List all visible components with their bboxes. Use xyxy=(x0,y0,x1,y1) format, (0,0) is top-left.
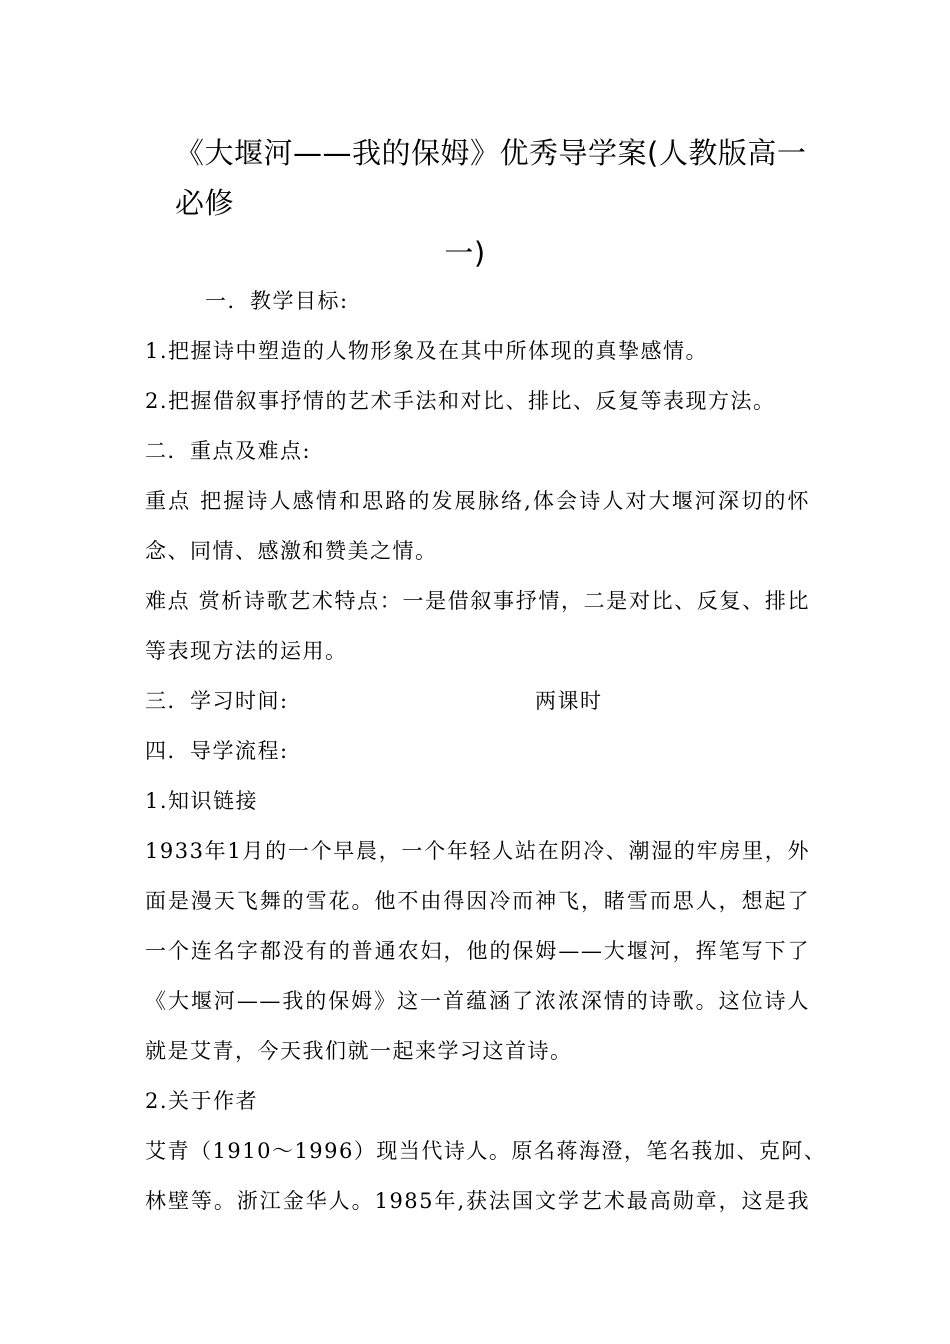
key-point-line-1: 重点 把握诗人感情和思路的发展脉络,体会诗人对大堰河深切的怀 xyxy=(145,489,810,513)
objective-2: 2.把握借叙事抒情的艺术手法和对比、排比、反复等表现方法。 xyxy=(145,389,776,413)
key-point-line-2: 念、同情、感激和赞美之情。 xyxy=(145,539,438,563)
title-line-2: 一) xyxy=(444,236,486,270)
difficulty-line-2: 等表现方法的运用。 xyxy=(145,639,348,663)
author-line-2: 林壁等。浙江金华人。1985年,获法国文学艺术最高勋章，这是我 xyxy=(145,1189,810,1213)
knowledge-line-3: 一个连名字都没有的普通农妇，他的保姆——大堰河，挥笔写下了 xyxy=(145,939,810,963)
knowledge-line-1: 1933年1月的一个早晨，一个年轻人站在阴冷、潮湿的牢房里，外 xyxy=(145,839,810,863)
subheading-knowledge-link: 1.知识链接 xyxy=(145,789,259,813)
document-title xyxy=(175,128,815,278)
author-line-1: 艾青（1910～1996）现当代诗人。原名蒋海澄，笔名莪加、克阿、 xyxy=(145,1139,827,1163)
study-time-row xyxy=(145,687,810,715)
knowledge-line-2: 面是漫天飞舞的雪花。他不由得因冷而神飞，睹雪而思人，想起了 xyxy=(145,889,810,913)
section-heading-study-time: 三．学习时间: xyxy=(145,689,289,713)
difficulty-line-1: 难点 赏析诗歌艺术特点：一是借叙事抒情，二是对比、反复、排比 xyxy=(145,589,810,613)
section-heading-process: 四．导学流程: xyxy=(145,739,289,763)
subheading-about-author: 2.关于作者 xyxy=(145,1089,259,1113)
title-line-1: 《大堰河——我的保姆》优秀导学案(人教版高一必修 xyxy=(175,136,807,220)
objective-1: 1.把握诗中塑造的人物形象及在其中所体现的真挚感情。 xyxy=(145,339,709,363)
knowledge-line-4: 《大堰河——我的保姆》这一首蕴涵了浓浓深情的诗歌。这位诗人 xyxy=(145,989,810,1013)
knowledge-line-5: 就是艾青，今天我们就一起来学习这首诗。 xyxy=(145,1039,573,1063)
section-heading-key-points: 二．重点及难点: xyxy=(145,439,312,463)
study-time-value: 两课时 xyxy=(535,689,603,713)
section-heading-objectives: 一．教学目标: xyxy=(205,289,349,313)
